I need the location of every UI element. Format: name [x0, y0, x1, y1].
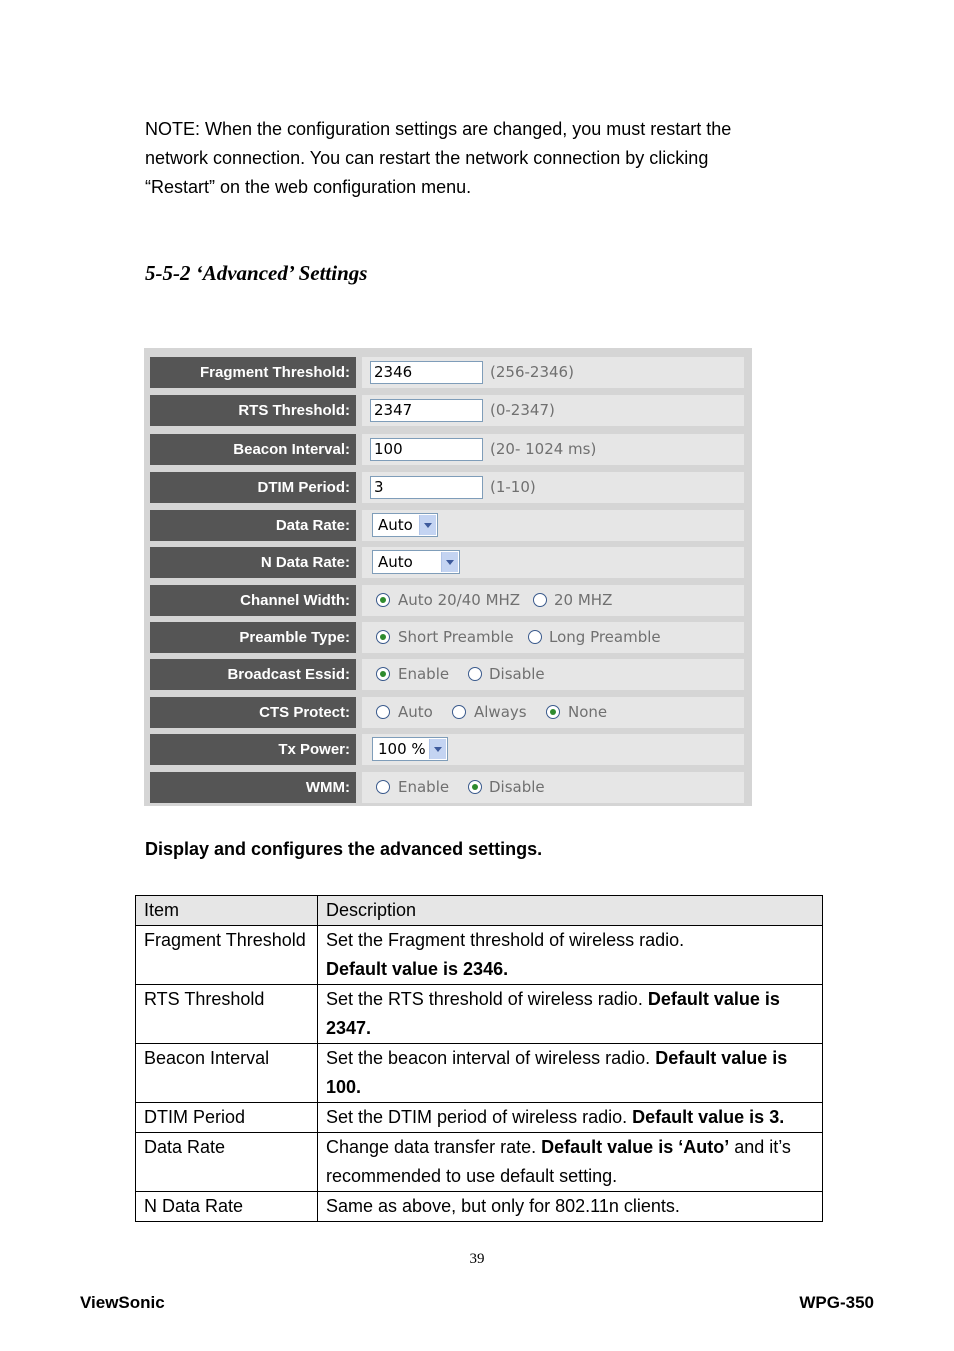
description-text: Set the DTIM period of wireless radio.	[326, 1107, 628, 1127]
note-line: network connection. You can restart the network connection by clicking	[145, 148, 709, 168]
beacon-interval-input[interactable]: 100	[370, 438, 483, 461]
field-label: WMM:	[150, 772, 356, 803]
radio-label: Short Preamble	[398, 628, 514, 646]
field-value-cell	[362, 547, 744, 578]
table-row	[136, 1103, 823, 1133]
default-value: Default value is 3.	[632, 1107, 785, 1127]
field-value-cell	[362, 659, 744, 690]
dtim-period-row	[150, 472, 744, 503]
n-data-rate-row	[150, 547, 744, 578]
table-row	[136, 985, 823, 1044]
settings-description-table	[135, 895, 823, 1222]
dtim-period-input[interactable]: 3	[370, 476, 483, 499]
description-text: Set the beacon interval of wireless radio.	[326, 1048, 651, 1068]
field-label: RTS Threshold:	[150, 395, 356, 426]
field-label: Fragment Threshold:	[150, 357, 356, 388]
field-value-cell	[362, 622, 744, 653]
field-label: N Data Rate:	[150, 547, 356, 578]
range-hint: (0-2347)	[490, 401, 555, 419]
description-cell: Same as above, but only for 802.11n clients.	[318, 1192, 823, 1222]
item-cell: N Data Rate	[136, 1192, 318, 1222]
table-row	[136, 1044, 823, 1103]
field-label: Channel Width:	[150, 585, 356, 616]
range-hint: (1-10)	[490, 478, 536, 496]
long-preamble-radio[interactable]	[528, 630, 542, 644]
chevron-down-icon	[419, 515, 436, 535]
radio-label: 20 MHZ	[554, 591, 613, 609]
note-line: NOTE: When the configuration settings are changed, you must restart the	[145, 119, 732, 139]
field-label: DTIM Period:	[150, 472, 356, 503]
table-row	[136, 1133, 823, 1192]
cts-always-radio[interactable]	[452, 705, 466, 719]
radio-label: Enable	[398, 778, 450, 796]
tx-power-row	[150, 734, 744, 765]
radio-label: Disable	[489, 778, 545, 796]
select-value: Auto	[378, 516, 413, 534]
fragment-threshold-input[interactable]: 2346	[370, 361, 483, 384]
field-label: Data Rate:	[150, 510, 356, 541]
field-value-cell	[362, 510, 744, 541]
radio-label: Long Preamble	[549, 628, 661, 646]
field-value-cell	[362, 697, 744, 728]
essid-enable-radio[interactable]	[376, 667, 390, 681]
cts-protect-row	[150, 697, 744, 728]
radio-label: Enable	[398, 665, 450, 683]
rts-threshold-row	[150, 395, 744, 426]
default-value: Default value is 100.	[326, 1048, 788, 1097]
range-hint: (256-2346)	[490, 363, 574, 381]
channel-width-auto-radio[interactable]	[376, 593, 390, 607]
page-number: 39	[469, 1251, 485, 1267]
radio-label: Always	[474, 703, 527, 721]
field-value-cell	[362, 772, 744, 803]
channel-width-row	[150, 585, 744, 616]
radio-label: Disable	[489, 665, 545, 683]
broadcast-essid-row	[150, 659, 744, 690]
field-label: Preamble Type:	[150, 622, 356, 653]
description-cell	[318, 926, 823, 985]
field-value-cell	[362, 434, 744, 465]
wmm-disable-radio[interactable]	[468, 780, 482, 794]
description-cell	[318, 1103, 823, 1133]
footer-model: WPG-350	[799, 1293, 874, 1312]
chevron-down-icon	[429, 739, 446, 759]
table-row	[136, 1192, 823, 1222]
radio-label: None	[568, 703, 608, 721]
note-line: “Restart” on the web configuration menu.	[145, 177, 472, 197]
footer-brand: ViewSonic	[80, 1293, 165, 1312]
note-paragraph	[145, 115, 805, 202]
header-description: Description	[318, 896, 823, 926]
item-cell: Fragment Threshold	[136, 926, 318, 985]
essid-disable-radio[interactable]	[468, 667, 482, 681]
description-text: Set the RTS threshold of wireless radio.	[326, 989, 643, 1009]
short-preamble-radio[interactable]	[376, 630, 390, 644]
chevron-down-icon	[441, 552, 458, 572]
default-value: Default value is ‘Auto’	[541, 1137, 730, 1157]
select-value: Auto	[378, 553, 413, 571]
item-cell: Beacon Interval	[136, 1044, 318, 1103]
default-value: Default value is 2346.	[326, 959, 509, 979]
item-cell: RTS Threshold	[136, 985, 318, 1044]
description-text: Change data transfer rate.	[326, 1137, 537, 1157]
channel-width-20mhz-radio[interactable]	[533, 593, 547, 607]
cts-none-radio[interactable]	[546, 705, 560, 719]
advanced-settings-panel	[144, 348, 752, 806]
select-value: 100 %	[378, 740, 426, 758]
radio-label: Auto	[398, 703, 433, 721]
section-heading: 5-5-2 ‘Advanced’ Settings	[145, 261, 368, 285]
wmm-row	[150, 772, 744, 803]
wmm-enable-radio[interactable]	[376, 780, 390, 794]
radio-label: Auto 20/40 MHZ	[398, 591, 521, 609]
cts-auto-radio[interactable]	[376, 705, 390, 719]
description-text: Set the Fragment threshold of wireless radio.	[326, 930, 685, 950]
data-rate-row	[150, 510, 744, 541]
header-item: Item	[136, 896, 318, 926]
item-cell: Data Rate	[136, 1133, 318, 1192]
table-header-row	[136, 896, 823, 926]
rts-threshold-input[interactable]: 2347	[370, 399, 483, 422]
data-rate-select[interactable]	[372, 513, 438, 537]
field-label: Broadcast Essid:	[150, 659, 356, 690]
field-label: CTS Protect:	[150, 697, 356, 728]
figure-caption: Display and configures the advanced settings.	[145, 839, 543, 859]
field-value-cell	[362, 472, 744, 503]
item-cell: DTIM Period	[136, 1103, 318, 1133]
tx-power-select[interactable]	[372, 737, 448, 761]
n-data-rate-select[interactable]	[372, 550, 460, 574]
field-label: Beacon Interval:	[150, 434, 356, 465]
range-hint: (20- 1024 ms)	[490, 440, 597, 458]
field-value-cell	[362, 734, 744, 765]
field-value-cell	[362, 585, 744, 616]
description-tail: and it’s recommended to use default setting.	[326, 1137, 791, 1186]
field-label: Tx Power:	[150, 734, 356, 765]
table-row	[136, 926, 823, 985]
description-cell	[318, 1133, 823, 1192]
preamble-type-row	[150, 622, 744, 653]
description-cell	[318, 985, 823, 1044]
description-cell	[318, 1044, 823, 1103]
beacon-interval-row	[150, 434, 744, 465]
field-value-cell	[362, 395, 744, 426]
field-value-cell	[362, 357, 744, 388]
fragment-threshold-row	[150, 357, 744, 388]
default-value: Default value is 2347.	[326, 989, 780, 1038]
